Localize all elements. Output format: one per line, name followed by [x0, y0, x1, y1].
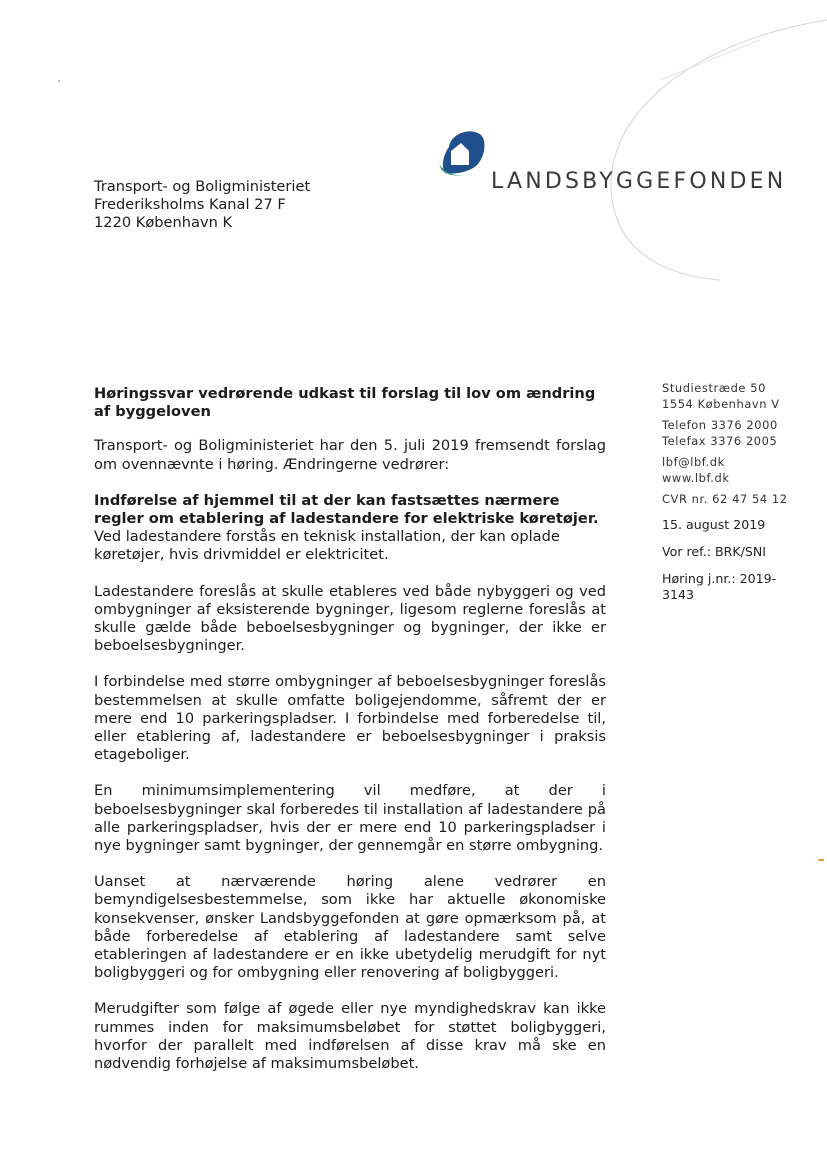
sender-phone: Telefon 3376 2000	[662, 418, 778, 432]
recipient-line-1: Transport- og Boligministeriet	[94, 178, 311, 195]
paragraph-5: Uanset at nærværende høring alene vedrører en bemyndigelsesbestemmelse, som ikke har aktuelle økonomiske konsekvenser, ønsker Landsbyggefonden at gøre opmærksom på, at både forberedelse af etablering af ladestandere samt selve etableringen af ladestandere er en ikke ubetydelig merudgift for nyt boligbyggeri og for ombygning eller renovering af boligbyggeri.	[94, 873, 606, 982]
sender-web: www.lbf.dk	[662, 470, 730, 485]
sender-fax: Telefax 3376 2005	[662, 433, 778, 448]
sender-city: 1554 København V	[662, 396, 780, 411]
decorative-arc	[0, 0, 827, 320]
sender-email: lbf@lbf.dk	[662, 455, 725, 469]
fold-mark	[818, 859, 824, 861]
sender-street: Studiestræde 50	[662, 381, 766, 395]
scan-dot	[58, 80, 60, 82]
landsbyggefonden-logo-icon	[437, 127, 487, 179]
paragraph-6: Merudgifter som følge af øgede eller nye myndighedskrav kan ikke rummes inden for maksimumsbeløbet for støttet boligbyggeri, hvorfor der parallelt med indførelsen af disse krav må ske en nødvendig forhøjelse af maksimumsbeløbet.	[94, 1000, 606, 1073]
letter-body	[94, 385, 606, 1091]
paragraph-2: Ladestandere foreslås at skulle etableres ved både nybyggeri og ved ombygninger af eksisterende bygninger, ligesom reglerne foreslås at skulle gælde både beboelsesbygninger og bygninger, der ikke er beboelsesbygninger.	[94, 582, 606, 655]
intro-paragraph: Transport- og Boligministeriet har den 5. juli 2019 fremsendt forslag om ovennævnte i høring. Ændringerne vedrører:	[94, 437, 606, 473]
letter-date: 15. august 2019	[662, 516, 766, 532]
paragraph-4: En minimumsimplementering vil medføre, at der i beboelsesbygninger skal forberedes til installation af ladestandere på alle parkeringspladser, hvis der er mere end 10 parkeringspladser i nye bygninger samt bygninger, der gennemgår en større ombygning.	[94, 782, 606, 855]
recipient-line-2: Frederiksholms Kanal 27 F	[94, 196, 286, 213]
paragraph-3: I forbindelse med større ombygninger af beboelsesbygninger foreslås bestemmelsen at skulle omfatte boligejendomme, såfremt der er mere end 10 parkeringspladser. I forbindelse med forberedelse til, eller etablering af, ladestandere er beboelsesbygninger i praksis etageboliger.	[94, 673, 606, 764]
sender-info	[662, 381, 802, 609]
recipient-address	[94, 178, 310, 232]
case-number-line-2: 3143	[662, 586, 695, 602]
letter-title: Høringssvar vedrørende udkast til forslag til lov om ændring af byggeloven	[94, 385, 596, 421]
our-reference: Vor ref.: BRK/SNI	[662, 543, 766, 559]
paragraph-1: Ved ladestandere forstås en teknisk installation, der kan oplade køretøjer, hvis drivmiddel er elektricitet.	[94, 528, 560, 564]
section-subheading: Indførelse af hjemmel til at der kan fastsættes nærmere regler om etablering af ladestandere for elektriske køretøjer.	[94, 491, 599, 528]
brand-name: LANDSBYGGEFONDEN	[491, 169, 787, 194]
sender-cvr: CVR nr. 62 47 54 12	[662, 492, 788, 506]
recipient-line-3: 1220 København K	[94, 214, 233, 231]
case-number-line-1: Høring j.nr.: 2019-	[662, 570, 777, 586]
